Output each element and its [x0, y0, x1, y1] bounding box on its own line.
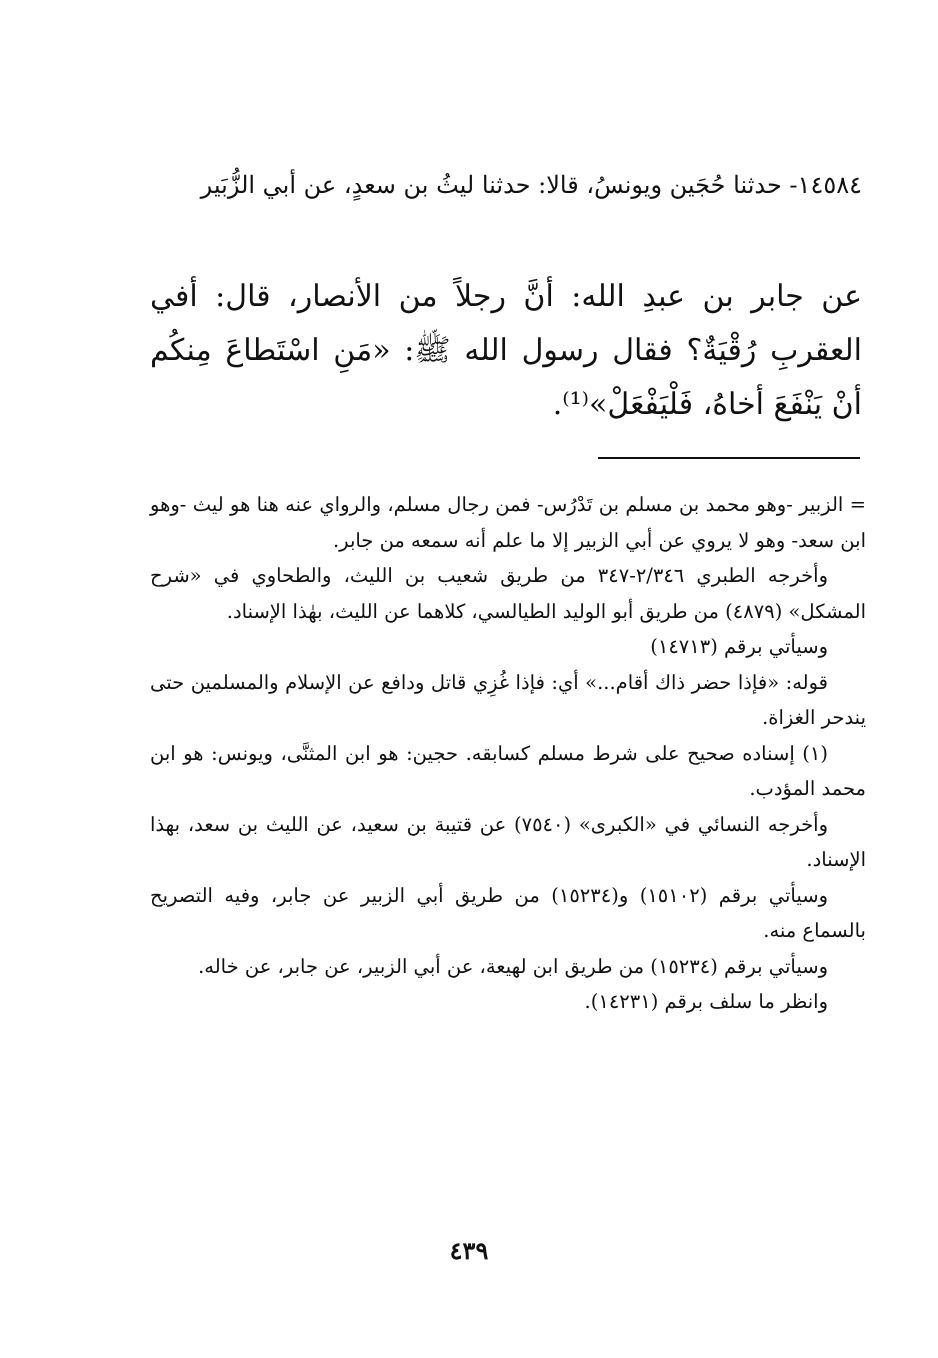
- footnote-continuation: = الزبير -وهو محمد بن مسلم بن تَدْرُس- فمن رجال مسلم، والرواي عنه هنا هو ليث -وهو ابن سعد- وهو لا يروي عن أبي الزبير إلا ما علم أنه سمعه من جابر.: [150, 493, 866, 552]
- footnote-paragraph: وسيأتي برقم (١٥٢٣٤) من طريق ابن لهيعة، عن أبي الزبير، عن جابر، عن خاله.: [198, 954, 828, 978]
- footnote-paragraph: وانظر ما سلف برقم (١٤٢٣١).: [584, 990, 828, 1013]
- hadith-isnad: ١٤٥٨٤- حدثنا حُجَين ويونسُ، قالا: حدثنا ليثُ بن سعدٍ، عن أبي الزُّبَير: [200, 171, 862, 199]
- footnote-paragraph: قوله: «فإذا حضر ذاك أقام...» أي: فإذا غُزِي قاتل ودافع عن الإسلام والمسلمين حتى يندحر الغزاة.: [150, 670, 866, 729]
- footnotes-section: [150, 487, 866, 1020]
- footnote-one: (١) إسناده صحيح على شرط مسلم كسابقه. حجين: هو ابن المثنَّى، ويونس: هو ابن محمد المؤدب.: [150, 741, 866, 800]
- footnote-paragraph: وسيأتي برقم (١٥١٠٢) و(١٥٢٣٤) من طريق أبي الزبير عن جابر، وفيه التصريح بالسماع منه.: [150, 883, 866, 942]
- footnote-paragraph: وأخرجه النسائي في «الكبرى» (٧٥٤٠) عن قتيبة بن سعيد، عن الليث بن سعد، بهذا الإسناد.: [150, 812, 866, 871]
- page-number: ٤٣٩: [449, 1236, 489, 1265]
- footnote-paragraph: وسيأتي برقم (١٤٧١٣): [650, 635, 828, 658]
- footnote-paragraph: وأخرجه الطبري ٢/٣٤٦-٣٤٧ من طريق شعيب بن الليث، والطحاوي في «شرح المشكل» (٤٨٧٩) من طريق أبو الوليد الطيالسي، كلاهما عن الليث، بهٰذا الإسناد.: [150, 564, 866, 623]
- hadith-matn: عن جابر بن عبدِ الله: أنَّ رجلاً من الأنصار، قال: أفي العقربِ رُقْيَةٌ؟ فقال رسول الله ﷺ: «مَنِ اسْتَطاعَ مِنكُم أنْ يَنْفَعَ أخاهُ، فَلْيَفْعَلْ»⁽¹⁾.: [150, 279, 862, 422]
- footnote-separator: [598, 457, 860, 459]
